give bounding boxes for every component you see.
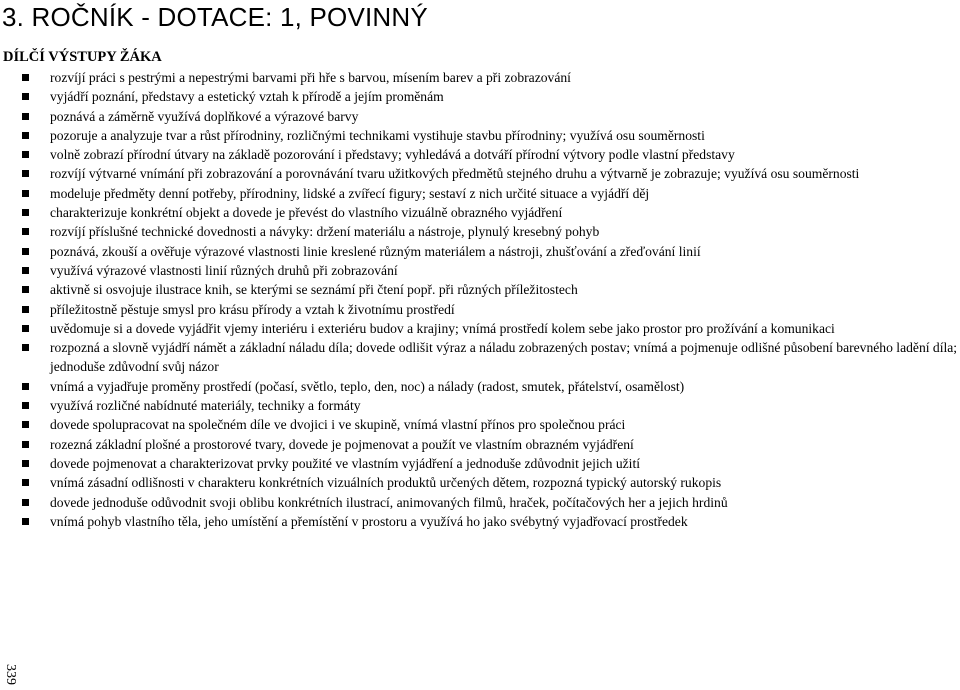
square-bullet-icon bbox=[22, 421, 29, 428]
list-item-text: volně zobrazí přírodní útvary na základě pozorování i představy; vyhledává a dotváří přírodní výtvory podle vlastní představy bbox=[50, 147, 735, 163]
outcomes-list bbox=[22, 68, 960, 531]
section-heading: DÍLČÍ VÝSTUPY ŽÁKA bbox=[3, 49, 162, 65]
list-item bbox=[22, 396, 960, 415]
list-item-text: rozpozná a slovně vyjádří námět a základní náladu díla; dovede odlišit výraz a náladu zobrazených postav; vnímá a pojmenuje odlišné působení barevného ladění díla; jednoduše zdůvodní svůj názor bbox=[50, 340, 958, 375]
list-item-text: uvědomuje si a dovede vyjádřit vjemy interiéru i exteriéru budov a krajiny; vnímá prostředí kolem sebe jako prostor pro prožívání a komunikaci bbox=[50, 320, 835, 336]
list-item-text: rozvíjí příslušné technické dovednosti a návyky: držení materiálu a nástroje, plynulý kresebný pohyb bbox=[50, 224, 600, 240]
square-bullet-icon bbox=[22, 325, 29, 332]
list-item bbox=[22, 377, 960, 396]
list-item-text: využívá rozličné nabídnuté materiály, techniky a formáty bbox=[50, 398, 361, 414]
list-item-text: využívá výrazové vlastnosti linií různých druhů při zobrazování bbox=[50, 262, 398, 278]
list-item bbox=[22, 242, 960, 261]
square-bullet-icon bbox=[22, 228, 29, 235]
list-item-text: dovede pojmenovat a charakterizovat prvky použité ve vlastním vyjádření a jednoduše zdůvodnit jejich užití bbox=[50, 455, 641, 471]
square-bullet-icon bbox=[22, 499, 29, 506]
square-bullet-icon bbox=[22, 267, 29, 274]
list-item-text: vnímá a vyjadřuje proměny prostředí (počasí, světlo, teplo, den, noc) a nálady (radost, smutek, přátelství, osamělost) bbox=[50, 378, 685, 394]
square-bullet-icon bbox=[22, 151, 29, 158]
page-title: 3. ROČNÍK - DOTACE: 1, POVINNÝ bbox=[2, 2, 428, 32]
list-item-text: modeluje předměty denní potřeby, přírodniny, lidské a zvířecí figury; sestaví z nich určité situace a vyjádří děj bbox=[50, 185, 650, 201]
list-item-text: pozoruje a analyzuje tvar a růst přírodniny, rozličnými technikami vystihuje stavbu přírodniny; využívá osu souměrnosti bbox=[50, 127, 705, 143]
list-item-text: poznává a záměrně využívá doplňkové a výrazové barvy bbox=[50, 108, 359, 124]
list-item-text: rozvíjí práci s pestrými a nepestrými barvami při hře s barvou, mísením barev a při zobrazování bbox=[50, 70, 571, 85]
list-item bbox=[22, 68, 960, 87]
list-item-text: dovede spolupracovat na společném díle ve dvojici i ve skupině, vnímá vlastní přínos pro společnou práci bbox=[50, 417, 626, 433]
square-bullet-icon bbox=[22, 170, 29, 177]
square-bullet-icon bbox=[22, 190, 29, 197]
list-item bbox=[22, 222, 960, 241]
list-item-text: aktivně si osvojuje ilustrace knih, se kterými se seznámí při čtení popř. při různých příležitostech bbox=[50, 282, 578, 298]
list-item bbox=[22, 319, 960, 338]
square-bullet-icon bbox=[22, 132, 29, 139]
list-item bbox=[22, 107, 960, 126]
square-bullet-icon bbox=[22, 209, 29, 216]
square-bullet-icon bbox=[22, 441, 29, 448]
list-item-text: poznává, zkouší a ověřuje výrazové vlastnosti linie kreslené různým materiálem a nástroji, zhušťování a zřeďování linií bbox=[50, 243, 701, 259]
square-bullet-icon bbox=[22, 113, 29, 120]
square-bullet-icon bbox=[22, 74, 29, 81]
list-item bbox=[22, 87, 960, 106]
square-bullet-icon bbox=[22, 248, 29, 255]
list-item-text: dovede jednoduše odůvodnit svoji oblibu konkrétních ilustrací, animovaných filmů, hraček, počítačových her a jejich hrdinů bbox=[50, 494, 728, 510]
list-item-text: vyjádří poznání, představy a estetický vztah k přírodě a jejím proměnám bbox=[50, 89, 444, 105]
list-item-text: rozezná základní plošné a prostorové tvary, dovede je pojmenovat a použít ve vlastním obrazném vyjádření bbox=[50, 436, 634, 452]
square-bullet-icon bbox=[22, 306, 29, 313]
list-item bbox=[22, 280, 960, 299]
square-bullet-icon bbox=[22, 93, 29, 100]
square-bullet-icon bbox=[22, 479, 29, 486]
list-item bbox=[22, 338, 960, 377]
list-item bbox=[22, 261, 960, 280]
list-item bbox=[22, 415, 960, 434]
square-bullet-icon bbox=[22, 460, 29, 467]
list-item-text: příležitostně pěstuje smysl pro krásu přírody a vztah k životnímu prostředí bbox=[50, 301, 455, 317]
list-item bbox=[22, 512, 960, 531]
square-bullet-icon bbox=[22, 286, 29, 293]
list-item bbox=[22, 145, 960, 164]
square-bullet-icon bbox=[22, 344, 29, 351]
list-item-text: vnímá zásadní odlišnosti v charakteru konkrétních vizuálních produktů určených dětem, rozpozná typický autorský rukopis bbox=[50, 475, 722, 491]
list-item bbox=[22, 473, 960, 492]
list-item bbox=[22, 126, 960, 145]
list-item-text: charakterizuje konkrétní objekt a dovede je převést do vlastního vizuálně obrazného vyjádření bbox=[50, 205, 563, 221]
list-item bbox=[22, 184, 960, 203]
list-item bbox=[22, 164, 960, 183]
square-bullet-icon bbox=[22, 518, 29, 525]
list-item-text: vnímá pohyb vlastního těla, jeho umístění a přemístění v prostoru a využívá ho jako svébytný vyjadřovací prostředek bbox=[50, 513, 688, 529]
list-item bbox=[22, 454, 960, 473]
list-item bbox=[22, 300, 960, 319]
square-bullet-icon bbox=[22, 383, 29, 390]
list-item bbox=[22, 435, 960, 454]
page-number: 339 bbox=[3, 664, 18, 685]
list-item-text: rozvíjí výtvarné vnímání při zobrazování a porovnávání tvaru užitkových předmětů stejného druhu a výtvarně je zobrazuje; využívá osu souměrnosti bbox=[50, 166, 860, 182]
list-item bbox=[22, 493, 960, 512]
list-item bbox=[22, 203, 960, 222]
square-bullet-icon bbox=[22, 402, 29, 409]
